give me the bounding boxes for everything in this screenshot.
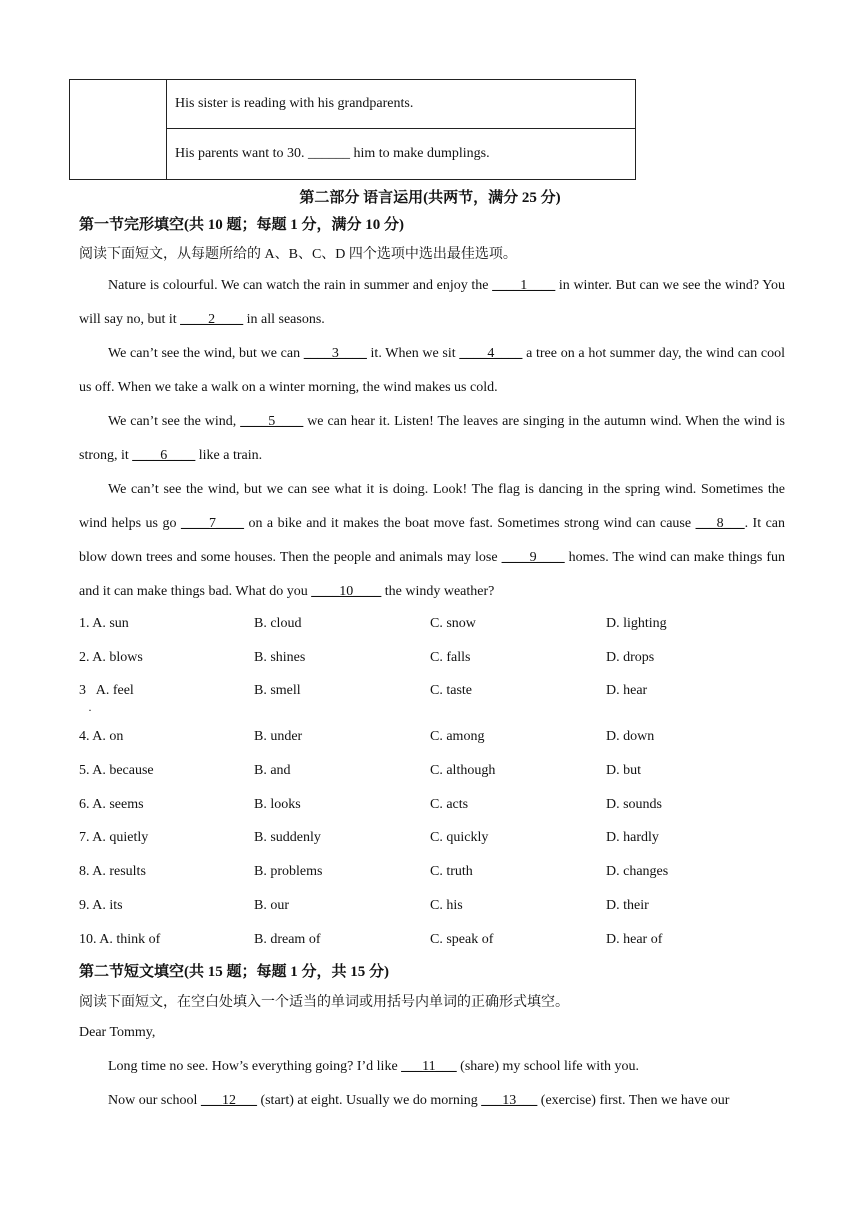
option-b: B. suddenly: [254, 830, 321, 845]
option-d: D. changes: [606, 864, 669, 879]
option-c: C. although: [430, 763, 496, 778]
option-a: 10. A. think of: [79, 932, 161, 947]
option-d: D. but: [606, 763, 641, 778]
option-c: C. his: [430, 898, 463, 913]
option-row-6: [79, 797, 785, 817]
option-d: D. drops: [606, 650, 655, 665]
option-c: C. among: [430, 729, 485, 744]
stray-dot-mark: ·: [88, 703, 92, 717]
option-a: 4. A. on: [79, 729, 124, 744]
passage-paragraph: We can’t see the wind, ____5____ we can hear it. Listen! The leaves are singing in the autumn wind. When the wind is strong, it ____6____ like a train.: [79, 414, 785, 463]
passage-paragraph: We can’t see the wind, but we can see what it is doing. Look! The flag is dancing in the spring wind. Sometimes the wind helps us go ____7____ on a bike and it makes the boat move fast. Sometimes strong wind can cause ___8___. It can blow down trees and some houses. Then the people and animals may lose ____9____ homes. The wind can make things fun and it can make things bad. What do you ____10____ the windy weather?: [79, 482, 786, 599]
option-d: D. lighting: [606, 616, 667, 631]
option-c: C. taste: [430, 683, 472, 698]
option-a: 2. A. blows: [79, 650, 143, 665]
option-b: B. cloud: [254, 616, 302, 631]
option-a: 9. A. its: [79, 898, 123, 913]
blank-1: ____1____: [492, 278, 556, 293]
section2-instruction: 阅读下面短文，在空白处填入一个适当的单词或用括号内单词的正确形式填空。: [79, 995, 569, 1010]
option-b: B. looks: [254, 797, 301, 812]
blank-13: ___13___: [481, 1093, 538, 1108]
table-row-1: His sister is reading with his grandparents.: [167, 80, 636, 129]
option-row-7: [79, 830, 785, 850]
blank-5: ____5____: [240, 414, 304, 429]
option-d: D. hear: [606, 683, 648, 698]
blank-9: ____9____: [501, 550, 565, 565]
option-a: 6. A. seems: [79, 797, 144, 812]
option-a: 8. A. results: [79, 864, 146, 879]
option-d: D. down: [606, 729, 655, 744]
option-a: 1. A. sun: [79, 616, 129, 631]
blank-8: ___8___: [695, 516, 745, 531]
table-row-2: His parents want to 30. ______ him to make dumplings.: [167, 129, 636, 180]
blank-4: ____4____: [459, 346, 523, 361]
option-c: C. truth: [430, 864, 473, 879]
blank-11: ___11___: [401, 1059, 457, 1074]
letter-greeting: Dear Tommy,: [79, 1025, 156, 1040]
option-c: C. speak of: [430, 932, 494, 947]
option-row-8: [79, 864, 785, 884]
option-d: D. their: [606, 898, 649, 913]
section2-title: 第二节短文填空(共 15 题；每题 1 分，共 15 分): [79, 964, 389, 980]
blank-3: ____3____: [303, 346, 367, 361]
answer-table: [69, 79, 636, 180]
section1-title: 第一节完形填空(共 10 题；每题 1 分，满分 10 分): [79, 217, 404, 233]
letter-line: Long time no see. How’s everything going? I’d like ___11___ (share) my school life with you.: [108, 1059, 640, 1074]
blank-10: ____10____: [311, 584, 382, 599]
option-row-3: [79, 683, 785, 703]
option-c: C. snow: [430, 616, 476, 631]
passage-paragraph: Nature is colourful. We can watch the rain in summer and enjoy the ____1____ in winter. But can we see the wind? You will say no, but it ____2____ in all seasons.: [79, 278, 786, 327]
option-b: B. dream of: [254, 932, 321, 947]
letter-body: [79, 1050, 785, 1118]
option-c: C. acts: [430, 797, 469, 812]
option-b: B. smell: [254, 683, 301, 698]
passage-paragraph: We can’t see the wind, but we can ____3____ it. When we sit ____4____ a tree on a hot summer day, the wind can cool us off. When we take a walk on a winter morning, the wind makes us cold.: [79, 346, 785, 395]
option-row-4: [79, 729, 785, 749]
option-b: B. our: [254, 898, 289, 913]
section1-instruction: 阅读下面短文，从每题所给的 A、B、C、D 四个选项中选出最佳选项。: [79, 247, 517, 262]
table-empty-cell: [70, 80, 167, 180]
part-title: 第二部分 语言运用(共两节，满分 25 分): [299, 190, 561, 206]
blank-2: ____2____: [180, 312, 244, 327]
option-b: B. and: [254, 763, 291, 778]
option-row-5: [79, 763, 785, 783]
option-c: C. falls: [430, 650, 471, 665]
option-row-1: [79, 616, 785, 636]
option-b: B. shines: [254, 650, 306, 665]
blank-6: ____6____: [132, 448, 196, 463]
option-d: D. hear of: [606, 932, 663, 947]
option-row-2: [79, 650, 785, 670]
option-c: C. quickly: [430, 830, 489, 845]
option-a: 3 A. feel: [79, 683, 134, 698]
cloze-passage: [79, 269, 785, 609]
option-a: 5. A. because: [79, 763, 154, 778]
option-row-9: [79, 898, 785, 918]
option-b: B. problems: [254, 864, 323, 879]
option-d: D. sounds: [606, 797, 663, 812]
blank-7: ____7____: [180, 516, 244, 531]
option-d: D. hardly: [606, 830, 659, 845]
option-a: 7. A. quietly: [79, 830, 149, 845]
letter-line: Now our school ___12___ (start) at eight. Usually we do morning ___13___ (exercise) first. Then we have our: [108, 1093, 730, 1108]
option-b: B. under: [254, 729, 303, 744]
option-row-10: [79, 932, 785, 952]
blank-12: ___12___: [200, 1093, 257, 1108]
